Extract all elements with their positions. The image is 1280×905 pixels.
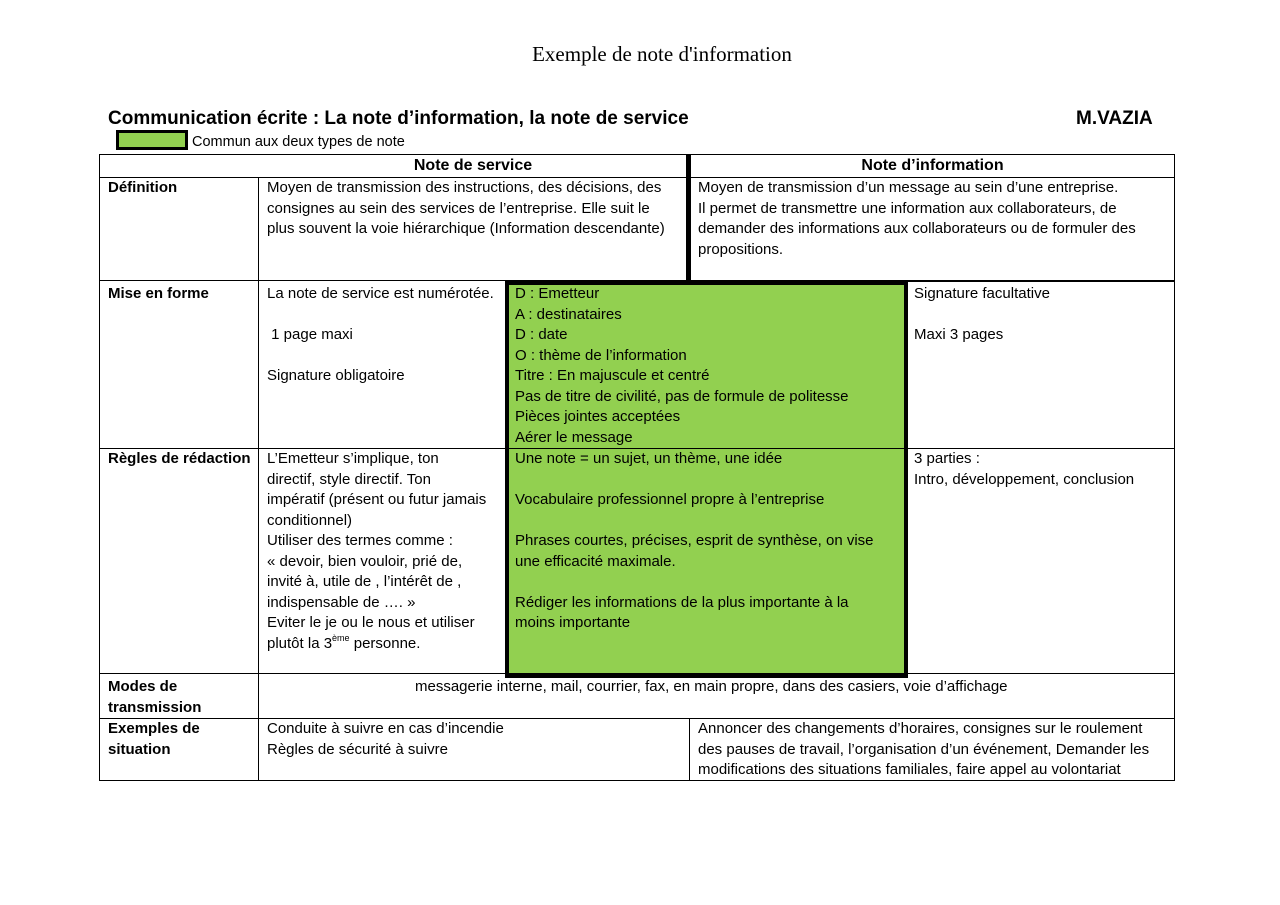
mise-en-forme-information-text: Signature facultative Maxi 3 pages [914, 285, 1050, 343]
row-label-definition: Définition [108, 179, 178, 196]
document-heading: Communication écrite : La note d’information, la note de service [108, 108, 689, 129]
modes-value: messagerie interne, mail, courrier, fax, en main propre, dans des casiers, voie d’affichage [415, 678, 1008, 695]
legend-label: Commun aux deux types de note [192, 134, 405, 150]
header-note-information: Note d’information [861, 157, 1004, 174]
row-label-regles: Règles de rédaction [108, 450, 251, 467]
regles-service-text: L’Emetteur s’implique, ton directif, style directif. Ton impératif (présent ou futur jamais conditionnel) Utiliser des termes comme : « devoir, bien vouloir, prié de, invité à, utile de , l’intérêt de , indispensable de …. » Eviter le je ou le nous et utiliser plutôt la 3ème personne. [267, 450, 487, 652]
mise-en-forme-common-text: D : Emetteur A : destinataires D : date O : thème de l’information Titre : En majuscule et centré Pas de titre de civilité, pas de formule de politesse Pièces jointes acceptées Aérer le message [515, 285, 849, 446]
regles-information-text: 3 parties : Intro, développement, conclusion [914, 450, 1135, 488]
row-label-mise-en-forme: Mise en forme [108, 285, 209, 302]
header-note-de-service: Note de service [413, 157, 533, 174]
row-label-exemples: Exemples de situation [108, 720, 200, 758]
page-title: Exemple de note d'information [532, 42, 792, 66]
author-name: M.VAZIA [1076, 108, 1153, 129]
regles-common-text: Une note = un sujet, un thème, une idée Vocabulaire professionnel propre à l’entreprise Phrases courtes, précises, esprit de synthèse, on vise une efficacité maximale. Rédiger les informations de la plus importante à la moins importante [515, 450, 874, 631]
mise-en-forme-service-text: La note de service est numérotée. 1 page maxi Signature obligatoire [267, 285, 494, 384]
row-label-modes: Modes de transmission [108, 678, 202, 716]
definition-service-text: Moyen de transmission des instructions, des décisions, des consignes au sein des services de l’entreprise. Elle suit le plus souvent la voie hiérarchique (Information descendante) [267, 179, 665, 237]
definition-information-text: Moyen de transmission d’un message au sein d’une entreprise. Il permet de transmettre une information aux collaborateurs, de demander des informations aux collaborateurs ou de formuler des propositions. [698, 179, 1136, 258]
exemples-service-text: Conduite à suivre en cas d’incendie Règles de sécurité à suivre [267, 720, 504, 758]
legend-swatch [116, 130, 188, 150]
exemples-information-text: Annoncer des changements d’horaires, consignes sur le roulement des pauses de travail, l’organisation d’un événement, Demander les modifications des situations familiales, faire appel au volontariat [698, 720, 1150, 778]
